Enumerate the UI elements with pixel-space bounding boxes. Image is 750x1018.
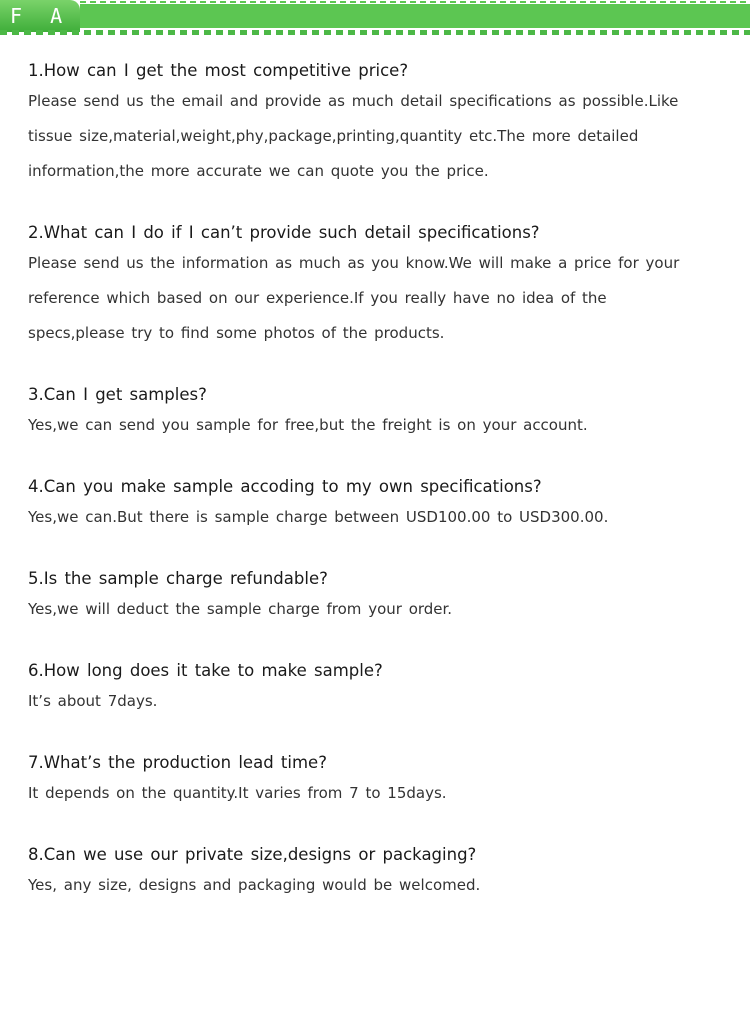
faq-answer: Yes,we can.But there is sample charge between USD100.00 to USD300.00. [28,508,609,526]
faq-question: 6.How long does it take to make sample? [28,661,383,680]
header-dash-line-bottom [0,30,750,35]
header-title: F A Q [0,0,80,32]
faq-answer: Yes, any size, designs and packaging would be welcomed. [28,876,481,894]
faq-item-6 [28,658,728,719]
faq-item-4 [28,474,728,535]
faq-question: 8.Can we use our private size,designs or packaging? [28,845,477,864]
faq-answer: It depends on the quantity.It varies from 7 to 15days. [28,784,447,802]
faq-item-8 [28,842,728,903]
header-band [80,4,750,28]
faq-item-1 [28,58,728,189]
faq-item-5 [28,566,728,627]
faq-question: 5.Is the sample charge refundable? [28,569,328,588]
faq-answer: It’s about 7days. [28,692,158,710]
faq-question: 3.Can I get samples? [28,385,207,404]
faq-question: 7.What’s the production lead time? [28,753,327,772]
faq-answer: Yes,we can send you sample for free,but the freight is on your account. [28,416,588,434]
faq-answer: Yes,we will deduct the sample charge from your order. [28,600,453,618]
faq-question: 2.What can I do if I can’t provide such detail specifications? [28,223,540,242]
faq-question: 4.Can you make sample accoding to my own specifications? [28,477,542,496]
faq-answer: Please send us the information as much as you know.We will make a price for your reference which based on our experience.If you really have no idea of the specs,please try to find some photos of the products. [28,254,680,342]
faq-answer: Please send us the email and provide as much detail specifications as possible.Like tissue size,material,weight,phy,package,printing,quantity etc.The more detailed information,the more accurate we can quote you the price. [28,92,679,180]
faq-list [28,58,728,934]
faq-item-7 [28,750,728,811]
faq-question: 1.How can I get the most competitive price? [28,61,409,80]
faq-item-3 [28,382,728,443]
header-dash-line-top [80,1,750,3]
faq-header [0,0,750,60]
faq-item-2 [28,220,728,351]
